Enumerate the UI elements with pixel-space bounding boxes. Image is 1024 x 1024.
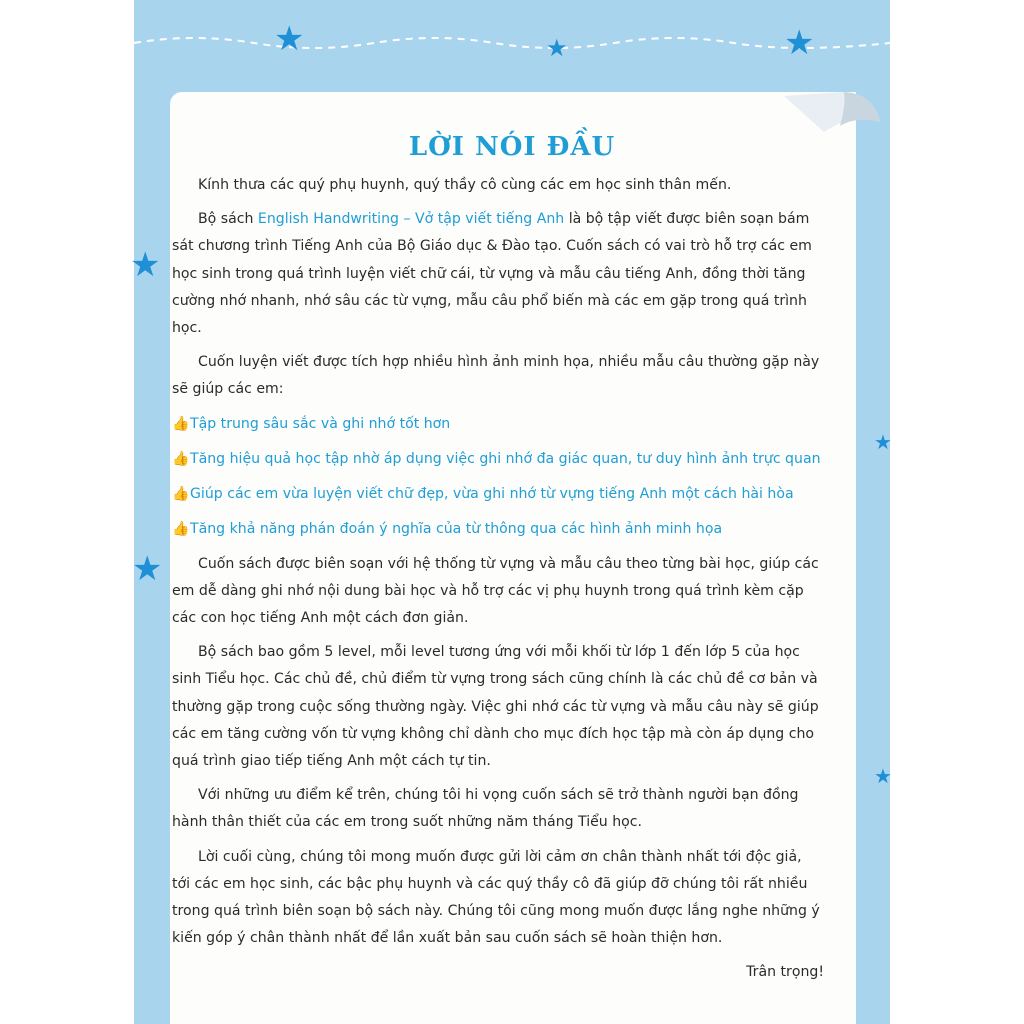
thumbs-up-icon: 👍 [172, 520, 190, 537]
thumbs-up-icon: 👍 [172, 415, 190, 432]
page-title: LỜI NÓI ĐẦU [408, 132, 616, 162]
benefit-text: Giúp các em vừa luyện viết chữ đẹp, vừa ghi nhớ từ vựng tiếng Anh một cách hài hòa [190, 485, 794, 502]
benefit-text: Tăng hiệu quả học tập nhờ áp dụng việc ghi nhớ đa giác quan, tư duy hình ảnh trực quan [190, 450, 821, 467]
thumbs-up-icon: 👍 [172, 485, 190, 502]
benefit-text: Tăng khả năng phán đoán ý nghĩa của từ thông qua các hình ảnh minh họa [190, 520, 723, 537]
benefit-item [172, 446, 824, 474]
benefit-item [172, 411, 824, 439]
intro-text-end: là bộ tập viết được biên soạn bám sát chương trình Tiếng Anh của Bộ Giáo dục & Đào tạo. Cuốn sách có vai trò hỗ trợ các em học sinh trong quá trình luyện viết chữ cái, từ vựng và mẫu câu tiếng Anh, đồng thời tăng cường nhớ nhanh, nhớ sâu các từ vựng, mẫu câu phổ biến mà các em gặp trong quá trình học. [172, 211, 812, 337]
book-title-highlight: English Handwriting – Vở tập viết tiếng Anh [257, 211, 565, 228]
intro-paragraph [172, 206, 824, 342]
dashed-wave-line [134, 23, 890, 63]
benefits-intro-paragraph: Cuốn luyện viết được tích hợp nhiều hình ảnh minh họa, nhiều mẫu câu thường gặp này sẽ giúp các em: [172, 354, 820, 398]
benefit-text: Tập trung sâu sắc và ghi nhớ tốt hơn [190, 415, 451, 432]
greeting-paragraph: Kính thưa các quý phụ huynh, quý thầy cô cùng các em học sinh thân mến. [198, 177, 732, 193]
thanks-paragraph: Lời cuối cùng, chúng tôi mong muốn được gửi lời cảm ơn chân thành nhất tới độc giả, tới các em học sinh, các bậc phụ huynh và các quý thầy cô đã giúp đỡ chúng tôi rất nhiều trong quá trình biên soạn bộ sách này. Chúng tôi cũng mong muốn được lắng nghe những ý kiến góp ý chân thành nhất để lần xuất bản sau cuốn sách sẽ hoàn thiện hơn. [172, 848, 820, 947]
benefit-item [172, 516, 824, 544]
star-icon: ★ [132, 549, 163, 589]
star-icon: ★ [130, 245, 161, 285]
intro-text-start: Bộ sách [198, 211, 258, 228]
structure-paragraph: Cuốn sách được biên soạn với hệ thống từ vựng và mẫu câu theo từng bài học, giúp các em dễ dàng ghi nhớ nội dung bài học và hỗ trợ các vị phụ huynh trong quá trình kèm cặp các con học tiếng Anh một cách đơn giản. [172, 555, 819, 627]
hope-paragraph: Với những ưu điểm kể trên, chúng tôi hi vọng cuốn sách sẽ trở thành người bạn đồng hành thân thiết của các em trong suốt những năm tháng Tiểu học. [172, 787, 799, 831]
star-icon: ★ [546, 34, 568, 62]
closing-signoff: Trân trọng! [746, 964, 824, 981]
star-icon: ★ [874, 764, 892, 788]
star-icon: ★ [784, 23, 815, 63]
preface-body [172, 172, 824, 987]
levels-paragraph: Bộ sách bao gồm 5 level, mỗi level tương ứng với mỗi khối từ lớp 1 đến lớp 5 của học sinh Tiểu học. Các chủ đề, chủ điểm từ vựng trong sách cũng chính là các chủ đề cơ bản và thường gặp trong cuộc sống thường ngày. Việc ghi nhớ các từ vựng và mẫu câu này sẽ giúp các em tăng cường vốn từ vựng không chỉ dành cho mục đích học tập mà còn áp dụng cho quá trình giao tiếp tiếng Anh một cách tự tin. [172, 644, 819, 770]
star-icon: ★ [874, 430, 892, 454]
benefit-item [172, 481, 824, 509]
thumbs-up-icon: 👍 [172, 450, 190, 467]
star-icon: ★ [274, 19, 305, 59]
